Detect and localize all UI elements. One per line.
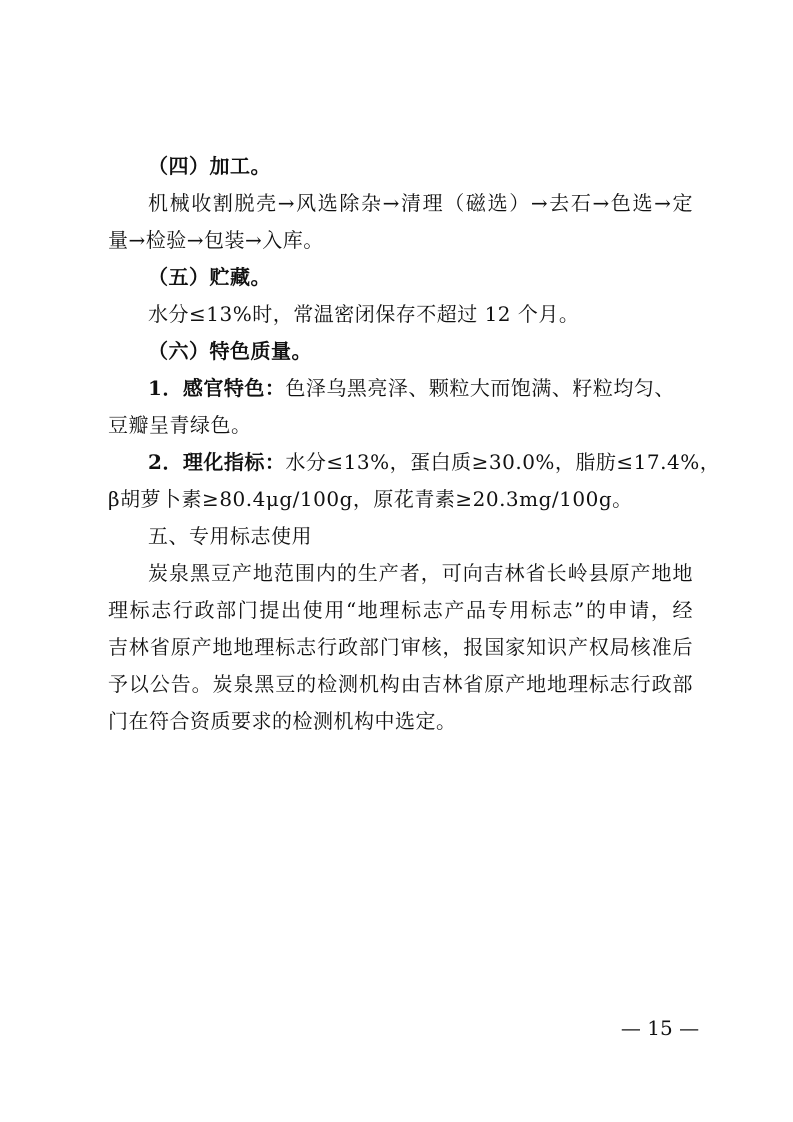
sensory-line-2: 豆瓣呈青绿色。 bbox=[108, 413, 252, 437]
mark-line-4: 予以公告。炭泉黑豆的检测机构由吉林省原产地地理标志行政部 bbox=[108, 672, 693, 696]
mark-line-5: 门在符合资质要求的检测机构中选定。 bbox=[108, 709, 457, 733]
mark-line-2: 理标志行政部门提出使用“地理标志产品专用标志”的申请，经 bbox=[108, 598, 693, 622]
storage-heading: （五）贮藏。 bbox=[148, 265, 271, 289]
page-number: — 15 — bbox=[620, 1016, 700, 1040]
physchem-label: 2．理化指标： bbox=[148, 450, 286, 474]
processing-line-2: 量→检验→包装→入库。 bbox=[108, 228, 324, 252]
processing-line-1: 机械收割脱壳→风选除杂→清理（磁选）→去石→色选→定 bbox=[148, 191, 693, 215]
sensory-label: 1．感官特色： bbox=[148, 376, 286, 400]
storage-line-1: 水分≤13%时，常温密闭保存不超过 12 个月。 bbox=[148, 302, 580, 326]
sensory-line-1 bbox=[108, 370, 693, 407]
mark-heading: 五、专用标志使用 bbox=[148, 524, 312, 548]
processing-heading: （四）加工。 bbox=[148, 154, 271, 178]
mark-line-3: 吉林省原产地地理标志行政部门审核，报国家知识产权局核准后 bbox=[108, 635, 693, 659]
document-body bbox=[108, 148, 721, 740]
physchem-line-2: β胡萝卜素≥80.4μg/100g，原花青素≥20.3mg/100g。 bbox=[108, 487, 633, 511]
physchem-text: 水分≤13%，蛋白质≥30.0%，脂肪≤17.4%， bbox=[285, 450, 721, 474]
physchem-line-1 bbox=[108, 444, 721, 481]
mark-line-1: 炭泉黑豆产地范围内的生产者，可向吉林省长岭县原产地地 bbox=[148, 561, 693, 585]
sensory-text: 色泽乌黑亮泽、颗粒大而饱满、籽粒均匀、 bbox=[285, 376, 675, 400]
quality-heading: （六）特色质量。 bbox=[148, 339, 312, 363]
